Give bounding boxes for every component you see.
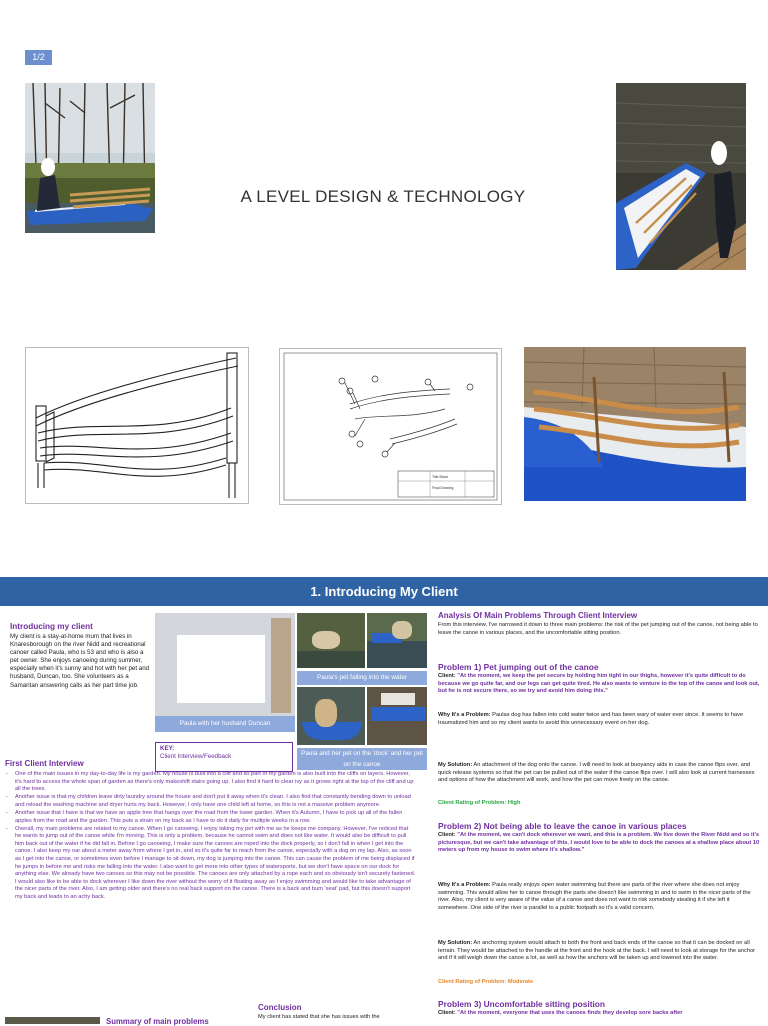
- problem-2-solution: [438, 940, 760, 963]
- key-box: [155, 742, 293, 772]
- photo-prototype-on-canoe: [524, 347, 746, 501]
- problem-1-title: Problem 1) Pet jumping out of the canoe: [438, 662, 599, 672]
- intro-text: My client is a stay-at-home mum that lives in Knaresborough on the river Nidd and recreational canoer called Paula, who is 53 and who is also a pet owner. She enjoys canoeing during summer, especially when it's sunny and hot with her pet and husband, Duncan, too. She volunteers as a Samaritan answering calls as her part time job.: [10, 633, 150, 689]
- analysis-heading: Analysis Of Main Problems Through Client Interview: [438, 611, 638, 620]
- interview-point: - One of the main issues in my day-to-day life is my garden. My house is built into a cliff and so part of my garden is also built into the cliffs on layers. However, it's hard to access the whole span of garden as there's only makeshift stairs going up. I also find it hard to clear ivy as it grows right at the top of the cliff and up all the trees.: [6, 771, 416, 794]
- interview-list: [6, 771, 416, 902]
- solution-label: My Solution:: [438, 940, 473, 946]
- photo-pet-falling: [367, 613, 427, 668]
- solution-label: My Solution:: [438, 762, 473, 768]
- interview-point: - Another issue is that my children leave dirty laundry around the house and don't put it away when it's clean. I also find that constantly bending down to unload and reload the washing machine and dryer hurts my back. However, I only have one child left at home, so this is not a massive problem anymore.: [6, 794, 416, 809]
- photo-pet-on-dock: [367, 687, 427, 745]
- interview-point: - Another issue that I have is that we have an apple tree that hangs over the road from the lower garden. When it's Autumn, I have to pick up all of the fallen apples from the road and the garden. This puts a strain on my back as I have to do it daily for multiple weeks in a row.: [6, 810, 416, 825]
- key-label: KEY:: [160, 745, 175, 752]
- photo-pet-on-canoe: [297, 687, 365, 745]
- section-header: 1. Introducing My Client: [0, 577, 768, 606]
- client-label: Client:: [438, 1010, 456, 1016]
- why-label: Why It's a Problem:: [438, 882, 491, 888]
- problem-2-rating: Client Rating of Problem: Moderate: [438, 979, 534, 985]
- intro-heading: Introducing my client: [10, 622, 93, 631]
- problem-2-why: [438, 882, 760, 912]
- photo-client-in-canoe: [25, 83, 155, 233]
- photo-pet-on-bank: [297, 613, 365, 668]
- page-indicator: 1/2: [25, 50, 52, 65]
- render-wooden-side-rails: [25, 347, 249, 504]
- solution-text: An anchoring system would attach to both the front and back ends of the canoe so that it can be docked on all terrain. They would be attached to the handle at the front and the hook at the back. I will need to look at storage for the anchor and if it will weigh down the canoe a lot, as well as how the anchors will be taken up and lowered into the water.: [438, 940, 756, 962]
- client-label: Client:: [438, 832, 456, 838]
- caption-husband: Paula with her husband Duncan: [155, 716, 295, 732]
- presentation-title: A LEVEL DESIGN & TECHNOLOGY: [240, 187, 526, 206]
- client-quote: "At the moment, we keep the pet secure by holding him tight in our thighs, however it's quite difficult to do because we go quite far, and our legs can get quite tired. He also wants to venture to the top of the canoe and look out, but he is not secure there, so we try and avoid him doing this.": [438, 673, 760, 695]
- interview-heading: First Client Interview: [5, 759, 84, 768]
- problem-1-rating: Client Rating of Problem: High: [438, 800, 521, 806]
- problem-2-client: [438, 832, 760, 855]
- conclusion-heading: Conclusion: [258, 1003, 302, 1012]
- problem-3-client: [438, 1010, 760, 1018]
- caption-pet-falling: Paula's pet falling into the water: [297, 671, 427, 685]
- why-text: Paulas dog has fallen into cold water twice and has been wary of water ever since. It seems to have traumatized him and so my client wants to avoid this unnecessary event on her dog.: [438, 712, 744, 726]
- client-label: Client:: [438, 673, 456, 679]
- title-block-label: Title Block: [432, 475, 449, 479]
- photo-client-blank: [155, 613, 295, 716]
- problem-1-why: [438, 712, 760, 727]
- photo-canoe-on-dock: [616, 83, 746, 270]
- technical-drawing: [279, 348, 502, 505]
- interview-point: - Overall, my main problems are related to my canoe. When I go canoeing, I enjoy taking my pet with me as he keeps me company. However, I've noticed that he wants to jump out of the canoe while I'm moving. This is only a problem, because he cannot swim and does not like water. It would also be difficult to pull him back out of the water if he did fall in. Before I go canoeing, I make sure the canoes are roped into the dock properly, so I don't fall in when I get into the canoe. I also keep my oar about a meter away from where I get in, and so it's quite far to reach from the canoe, especially with a dog on my lap. Also, as soon as I get into the canoe, or sometimes even before I manage to sit down, my dog is jumping into the canoe. This can cause the problem of me being displaced if he jumps in before me and risks me falling into the water. I also want to get more into other types of watersports, but we don't have space on our dock for anything else. We already have two canoes so this may not be possible. The canoes are only attached by a rope each and so obviously isn't securely fastened. I would also like to be able to dock wherever I like down the river without the worry of it floating away as I enjoy swimming and would like to take advantage of the nicer parts of the river. Also, I am getting older and there's no real back support on the canoe. There is a back and bum 'seat' pad, but this doesn't support my back and leads to an achy back.: [6, 826, 416, 902]
- why-text: Paula really enjoys open water swimming but there are parts of the river where she does not enjoy swimming. This would allow her to canoe through the parts she doesn't like swimming in and to swim in the nicer parts of the river. Also, my client is very aware of the value of a canoe and does not want to risk somebody stealing it if she left it somewhere. One side of the river is parallel to a public footpath so it's a valid concern.: [438, 882, 751, 911]
- caption-dock: Paula and her pet on the 'dock' and her pet on the canoe: [297, 748, 427, 770]
- client-quote: "At the moment, we can't dock wherever we want, and this is a problem. We live down the River Nidd and so it's picturesque, but we can't take advantage of this. I would love to be able to dock the canoes at a shallow place about 10 meters up from my house to swim where it's shallow.": [438, 832, 760, 854]
- summary-heading: Summary of main problems: [106, 1017, 209, 1026]
- problem-1-client: [438, 673, 760, 696]
- solution-text: An attachment of the dog onto the canoe. I will need to look at buoyancy aids in case the canoe flips over, and quick release systems so that the pet can be pulled out of the water if the canoe flips over. I will also look at current harnesses and options of how the attachment will work, and how the pet can move freely on the canoe.: [438, 762, 755, 784]
- client-quote: "At the moment, everyone that uses the canoes finds they develop sore backs after: [457, 1010, 683, 1016]
- problem-1-solution: [438, 762, 760, 785]
- problem-2-title: Problem 2) Not being able to leave the canoe in various places: [438, 821, 687, 831]
- title-block-sheet: Final Drawing: [432, 486, 454, 490]
- key-item: Client Interview/Feedback: [160, 753, 232, 760]
- problem-3-title: Problem 3) Uncomfortable sitting position: [438, 999, 606, 1009]
- analysis-intro: From this interview, I've narrowed it down to three main problems: the risk of the pet jumping out of the canoe, not being able to leave the canoe in various places, and the uncomfortable sitting position.: [438, 622, 758, 636]
- conclusion-text: My client has stated that she has issues with the: [258, 1014, 380, 1020]
- why-label: Why It's a Problem:: [438, 712, 491, 718]
- photo-summary-thumb: [5, 1017, 100, 1024]
